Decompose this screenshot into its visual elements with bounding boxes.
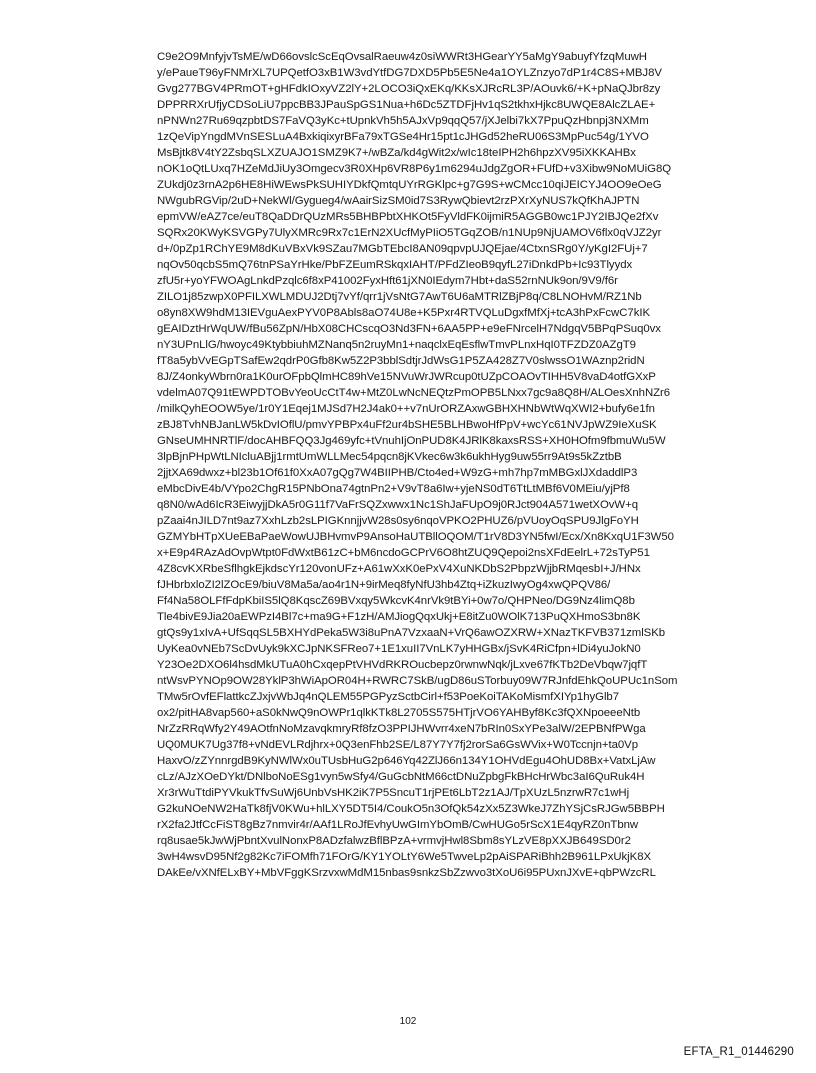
text-line: Tle4bivE9Jia20aEWPzI4Bl7c+ma9G+F1zH/AMJiogQqxUkj+E8itZu0WOlK713PuQXHmoS3bn8K [157, 611, 641, 623]
text-line: G2kuNOeNW2HaTk8fjV0KWu+hlLXY5DT5I4/CoukO5n3OfQk54zXx5Z3WkeJ7ZhYSjCsRJGw5BBPH [157, 803, 665, 815]
text-line: NrZzRRqWfy2Y49AOtfnNoMzavqkmryRf8fzO3PPIJHWvrr4xeN7bRIn0SxYPe3alW/2EPBNfPWga [157, 723, 646, 735]
text-line: 1zQeVipYngdMVnSESLuA4BxkiqixyrBFa79xTGSe4Hr15pt1cJHGd52heRU06S3MpPuc54g/1YVO [157, 131, 649, 143]
text-line: gtQs9y1xIvA+UfSqqSL5BXHYdPeka5W3i8uPnA7VzxaaN+VrQ6awOZXRW+XNazTKFVB371zmlSKb [157, 627, 666, 639]
text-line: 4Z8cvKXRbeSflhgkEjkdscYr120vonUFz+A61wXxK0ePxV4XuNKDbS2PbpzWjjbRMqesbI+J/HNx [157, 563, 641, 575]
text-line: SQRx20KWyKSVGPy7UlyXMRc9Rx7c1ErN2XUcfMyPIiO5TGqZOB/n1NUp9NjUAMOV6flx0qVJZ2yr [157, 227, 662, 239]
text-line: UyKea0vNEb7ScDvUyk9kXCJpNKSFReo7+1E1xuII7VnLK7yHHGBx/jSvK4RiCfpn+lDi4yuJokN0 [157, 643, 641, 655]
text-line: DPPRRXrUfjyCDSoLiU7ppcBB3JPauSpGS1Nua+h6Dc5ZTDFjHv1qS2tkhxHjkc8UWQE8AlcZLAE+ [157, 99, 656, 111]
text-line: ntWsvPYNOp9OW28YklP3hWiApOR04H+RWRC7SkB/ugD86uSTorbuy09W7RJnfdEhkQoUPUc1nSom [157, 675, 678, 687]
text-line: TMw5rOvfEFlattkcZJxjvWbJq4nQLEM55PGPyzSctbCirl+f53PoeKoiTAKoMismfXIYp1hyGlb7 [157, 691, 619, 703]
text-line: Y23Oe2DXO6l4hsdMkUTuA0hCxqepPtVHVdRKROucbepz0rwnwNqk/jLxve67fKTb2DeVbqw7jqfT [157, 659, 648, 671]
text-line: /milkQyhEOOW5ye/1r0Y1Eqej1MJSd7H2J4ak0++v7nUrORZAxwGBHXHNbWtWqXWI2+bufy6e1fn [157, 403, 655, 415]
text-line: d+/0pZp1RChYE9M8dKuVBxVk9SZau7MGbTEbcI8AN09qpvpUJQEjae/4CtxnSRg0Y/yKgI2FUj+7 [157, 243, 648, 255]
page-number: 102 [399, 1016, 417, 1027]
text-line: x+E9p4RAzAdOvpWtpt0FdWxtB61zC+bM6ncdoGCPrV6O8htZUQ9Qepoi2nsXFdEelrL+72sTyP51 [157, 547, 650, 559]
text-line: zfU5r+yoYFWOAgLnkdPzqlc6f8xP41002FyxHft61jXN0IEdym7Hbt+daS52rnNUk9on/9V9/f6r [157, 275, 618, 287]
text-line: nPNWn27Ru69qzpbtDS7FaVQ3yKc+tUpnkVh5h5AJxVp9qqQ57/jXJelbi7kX7PpuQzHbnpj3NXMm [157, 115, 649, 127]
text-line: nY3UPnLlG/hwoyc49KtybbiuhMZNanq5n2ruyMn1+naqclxEqEsflwTmvPLnxHqI0TFZDZ0AZgT9 [157, 339, 636, 351]
text-line: Xr3rWuTtdiPYVkukTfvSuWj6UnbVsHK2iK7P5SncuT1rjPEt6LbT2z1AJ/TpXUzL5nzrwR7c1wHj [157, 787, 630, 799]
text-line: UQ0MUK7Ug37f8+vNdEVLRdjhrx+0Q3enFhb2SE/L87Y7Y7fj2rorSa6GsWVix+W0Tccnjn+ta0Vp [157, 739, 638, 751]
text-line: HaxvO/zZYnnrgdB9KyNWlWx0uTUsbHuG2p646Yq42ZlJ66n134Y1OHVdEgu4OhUD8Bx+VatxLjAw [157, 755, 656, 767]
text-line: Gvg277BGV4PRmOT+gHFdkIOxyVZ2lY+2LOCO3iQxEKq/KKsXJRcRL3P/AOuvk6/+K+pNaQJbr8zy [157, 83, 661, 95]
text-line: y/ePaueT96yFNMrXL7UPQetfO3xB1W3vdYtfDG7DXD5Pb5E5Ne4a1OYLZnzyo7dP1r4C8S+MBJ8V [157, 67, 662, 79]
text-line: pZaai4nJILD7nt9az7XxhLzb2sLPIGKnnjjvW28s0sy6nqoVPKO2PHUZ6/pVUoyOqSPU9JlgFoYH [157, 515, 639, 527]
text-line: eMbcDivE4b/VYpo2ChgR15PNbOna74gtnPn2+V9vT8a6Iw+yjeNS0dT6TtLtMBf6V0MEiu/yjPf8 [157, 483, 630, 495]
text-line: nqOv50qcbS5mQ76tnPSaYrHke/PbFZEumRSkqxIAHT/PFdZIeoB9qyfL27iDnkdPb+Ic93Tlyydx [157, 259, 633, 271]
text-line: vdelmA07Q91tEWPDTOBvYeoUcCtT4w+MtZ0LwNcNEQtzPmOPB5LNxx7gc9a8Q8H/ALOesXnhNZr6 [157, 387, 671, 399]
text-line: epmVW/eAZ7ce/euT8QaDDrQUzMRs5BHBPbtXHKOt5FyVldFK0ijmiR5AGGB0wc1PJY2IBJQe2fXv [157, 211, 659, 223]
text-line: q8N0/wAd6IcR3EiwyjjDkA5r0G11f7VaFrSQZxwwx1Nc1ShJaFUpO9j0RJct904A571wetXOvW+q [157, 499, 639, 511]
text-line: cLz/AJzXOeDYkt/DNlboNoESg1vyn5wSfy4/GuGcbNtM66ctDNuZpbgFkBHcHrWbc3aI6QuRuk4H [157, 771, 645, 783]
text-line: Ff4Na58OLFfFdpKbiIS5lQ8KqscZ69BVxqy5WkcvK4nrVk9tBYi+0w7o/QHPNeo/DG9Nz4limQ8b [157, 595, 635, 607]
text-line: 3lpBjnPHpWtLNIcluABjj1rmtUmWLLMec54pqcn8jKVkec6w3k6ukhHyg9uw55rr9At9s5kZztbB [157, 451, 622, 463]
text-line: MsBjtk8V4tY2ZsbqSLXZUAJO1SMZ9K7+/wBZa/kd4gWit2x/wIc18teIPH2h6hpzXV95iXKKAHBx [157, 147, 636, 159]
text-line: rq8usae5kJwWjPbntXvulNonxP8ADzfalwzBflBPzA+vrmvjHwl8Sbm8sYLzVE8pXXJB649SD0r2 [157, 835, 631, 847]
text-line: GZMYbHTpXUeEBaPaeWowUJBHvmvP9AnsoHaUTBllOQOM/T1rV8D3YN5fwI/Ecx/Xn8KxqU1F3W50 [157, 531, 674, 543]
text-line: 3wH4wsvD95Nf2g82Kc7iFOMfh71FOrG/KY1YOLtY6We5TwveLp2pAiSPARiBhh2B961LPxUkjK8X [157, 851, 652, 863]
text-line: fJHbrbxloZI2lZOcE9/biuV8Ma5a/ao4r1N+9irMeq8fyNfU3hb4Ztq+iZkuzIwyOg4xwQPQV86/ [157, 579, 611, 591]
text-line: zBJ8TvhNBJanLW5kDvIOflU/pmvYPBPx4uFf2ur4bSHE5BLHBwoHfPpV+wcYc61NVJpWZ9IeXuSK [157, 419, 657, 431]
encoded-text-block [157, 49, 737, 881]
text-line: ZUkdj0z3rnA2p6HE8HiWEwsPkSUHIYDkfQmtqUYrRGKlpc+g7G9S+wCMcc10qiJEICYJ4OO9eOeG [157, 179, 662, 191]
text-line: GNseUMHNRTlF/docAHBFQQ3Jg469yfc+tVnuhIjOnPUD8K4JRlK8kaxsRSS+XH0HOfm9fbmuWu5W [157, 435, 666, 447]
text-line: ZILO1j85zwpX0PFILXWLMDUJ2Dtj7vYf/qrr1jVsNtG7AwT6U6aMTRlZBjP8q/C8LNOHvM/RZ1Nb [157, 291, 642, 303]
text-line: nOK1oQtLUxq7HZeMdJiUy3Omgecv3R0XHp6VR8P6y1m6294uJdgZgOR+FUfD+v3Xibw9NoMUiG8Q [157, 163, 672, 175]
text-line: 2jjtXA69dwxz+bl23b1Of61f0XxA07gQg7W4BIIPHB/Cto4ed+W9zG+mh7hp7mMBGxlJXdaddlP3 [157, 467, 638, 479]
text-line: DAkEe/vXNfELxBY+MbVFggKSrzvxwMdM15nbas9snkzSbZzwvo3tXoU6i95PUxnJXvE+qbPWzcRL [157, 867, 656, 879]
text-line: C9e2O9MnfyjvTsME/wD66ovslcScEqOvsalRaeuw4z0siWWRt3HGearYY5aMgY9abuyfYfzqMuwH [157, 51, 647, 63]
text-line: NWgubRGVip/2uD+NekWl/Gygueg4/wAairSizSM0id7S3RywQbievt2rzPXrXyNUS7kQfKhAJPTN [157, 195, 640, 207]
text-line: ox2/pitHA8vap560+aS0kNwQ9nOWPr1qlkKTk8L2705S575HTjrVO6YAHByf8Kc3fQXNpoeeeNtb [157, 707, 641, 719]
text-line: 8J/Z4onkyWbrn0ra1K0urOFpbQlmHC89hVe15NVuWrJWRcup0tUZpCOAOvTIHH5V8vaD4otfGXxP [157, 371, 656, 383]
text-line: rX2fa2JtfCcFiST8gBz7nmvir4r/AAf1LRoJfEvhyUwGImYbOmB/CwHUGo5rScX1E4qyRZ0nTbnw [157, 819, 639, 831]
text-line: o8yn8XW9hdM13IEVguAexPYV0P8Abls8aO74U8e+K5Pxr4RTVQLuDgxfMfXj+tcA3hPxFcwC7kIK [157, 307, 651, 319]
text-line: gEAIDztHrWqUW/fBu56ZpN/HbX08CHCscqO3Nd3FN+6AA5PP+e9eFNrcelH7NdgqV5BPqPSuq0vx [157, 323, 661, 335]
text-line: fT8a5ybVvEGpTSafEw2qdrP0Gfb8Kw5Z2P3bblSdtjrJdWsG1P5ZA428Z7V0slwssO1WAznp2ridN [157, 355, 645, 367]
bates-number: EFTA_R1_01446290 [683, 1046, 794, 1058]
